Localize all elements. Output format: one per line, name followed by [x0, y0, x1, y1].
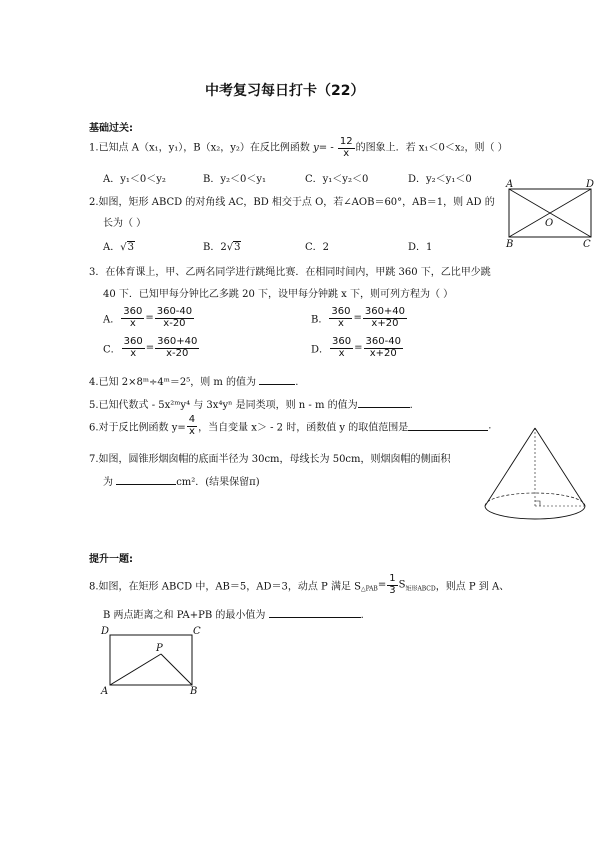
q3-c-frac-left: [122, 337, 145, 359]
q8-text-line2: B 两点距离之和 PA+PB 的最小值为: [103, 610, 266, 621]
q3-option-a: [103, 307, 195, 329]
denominator: x+20: [369, 347, 397, 359]
q8-numerator: 1: [389, 573, 396, 584]
numerator: 360-40: [365, 336, 401, 347]
q1-comma: ，: [183, 142, 194, 154]
q5-end: .: [409, 400, 413, 411]
right-angle-mark: [535, 501, 540, 506]
question-5: [89, 396, 413, 411]
equals: =: [145, 342, 155, 354]
q8-line1: [89, 574, 509, 596]
q1-eq: = -: [318, 142, 337, 154]
q1-y: y: [313, 142, 319, 154]
q7-cone-figure: [480, 420, 588, 530]
q8-answer-blank[interactable]: [269, 608, 361, 618]
q3-line1: 3．在体育课上，甲、乙两名同学进行跳绳比赛．在相同时间内，甲跳 360 下，乙比甲少跳: [89, 267, 491, 278]
numerator: 360-40: [156, 306, 193, 317]
denominator: x+20: [371, 317, 399, 329]
equals: =: [354, 342, 363, 354]
q3-option-a-label: A．: [103, 314, 121, 326]
denominator: x: [337, 317, 344, 329]
q3-option-c-label: C．: [103, 344, 121, 356]
numerator: 360+40: [364, 306, 406, 317]
q3-option-b: [311, 307, 408, 329]
q3-a-frac-right: [155, 307, 194, 329]
q3-option-d: [311, 337, 404, 359]
q4-answer-blank[interactable]: [259, 375, 295, 385]
q1-option-b: B．y₂＜0＜y₁: [203, 174, 267, 185]
q1-denominator: x: [343, 147, 350, 159]
cone-left-slant: [485, 428, 535, 506]
numerator: 360: [123, 306, 143, 317]
q3-b-frac-right: [363, 307, 407, 329]
q2-rectangle-figure: [500, 176, 595, 250]
q6-text-pre: 6.对于反比例函数 y=: [89, 422, 186, 434]
q7-text-post: cm²．(结果保留π): [176, 477, 260, 488]
segment-pb: [161, 654, 192, 685]
q2-option-a-radicand: 3: [127, 242, 134, 253]
q7-text-pre: 为: [103, 477, 113, 488]
q5-text: 5.已知代数式 - 5x²ᵐy⁴ 与 3x⁴yⁿ 是同类项，则 n - m 的值为: [89, 400, 358, 411]
q6-fraction: [187, 415, 197, 437]
q7-line2: [103, 473, 260, 488]
q2-option-a-label: A．: [103, 242, 121, 253]
cone-base-front: [485, 506, 585, 519]
q8-sub-triangle: △PAB: [360, 585, 378, 593]
q1-option-d: D．y₂＜y₁＜0: [408, 174, 472, 185]
q2-line2: 长为（ ）: [103, 218, 147, 229]
q2-option-b-label: B．2: [203, 242, 227, 253]
q8-text-pre: 8.如图，在矩形 ABCD 中，AB＝5，AD＝3，动点 P 满足 S: [89, 581, 361, 593]
label-b: B: [190, 686, 198, 697]
q1-text-tail: 的图象上．若 x₁＜0＜x₂，则（ ）: [355, 142, 508, 154]
q8-text-post: ，则点 P 到 A、: [435, 581, 510, 593]
cone-right-slant: [535, 428, 585, 506]
q6-text-post: ，当自变量 x＞ - 2 时，函数值 y 的取值范围是: [198, 422, 409, 434]
denominator: x: [130, 347, 137, 359]
q3-option-c: [103, 337, 200, 359]
q6-numerator: 4: [188, 414, 196, 425]
q2-option-c: C．2: [305, 242, 330, 253]
q8-end: .: [360, 610, 364, 621]
numerator: 360: [123, 336, 143, 347]
label-p: P: [156, 643, 163, 654]
q7-answer-blank[interactable]: [116, 475, 176, 485]
numerator: 360: [331, 306, 351, 317]
label-a: A: [101, 686, 109, 697]
q1-point-b: B（x₂，y₂）: [193, 142, 250, 154]
q5-answer-blank[interactable]: [358, 398, 410, 408]
label-d: D: [101, 626, 110, 637]
q6-answer-blank[interactable]: [408, 421, 488, 431]
denominator: x-20: [163, 317, 186, 329]
q3-b-frac-left: [329, 307, 352, 329]
question-1: [89, 137, 508, 159]
q3-line2: 40 下．已知甲每分钟比乙多跳 20 下，设甲每分钟跳 x 下，则可列方程为（ ）: [103, 289, 454, 300]
q3-option-d-label: D．: [311, 344, 330, 356]
question-4: [89, 373, 298, 388]
label-c: C: [193, 626, 201, 637]
q8-eq: =: [377, 579, 387, 591]
q2-option-a: A．√3: [103, 242, 134, 253]
equals: =: [353, 312, 362, 324]
q3-c-frac-right: [155, 337, 199, 359]
q8-rectangle-figure: [98, 622, 208, 697]
q2-option-b-radicand: 3: [234, 242, 241, 253]
question-6: [89, 415, 491, 437]
q3-d-frac-left: [330, 337, 353, 359]
q4-text: 4.已知 2×8ᵐ÷4ᵐ＝2⁵，则 m 的值为: [89, 377, 257, 388]
q8-s: S: [398, 579, 406, 591]
numerator: 360+40: [157, 336, 198, 347]
q7-line1: 7.如图，圆锥形烟囱帽的底面半径为 30cm，母线长为 50cm，则烟囱帽的侧面积: [89, 454, 451, 465]
q1-option-c: C．y₁＜y₂＜0: [305, 174, 369, 185]
q1-text-mid: 在反比例函数: [249, 142, 314, 154]
label-a: A: [506, 179, 514, 190]
denominator: x: [129, 317, 136, 329]
section-basic-heading: 基础过关:: [89, 123, 133, 134]
q1-text-pre: 1.已知点: [89, 142, 132, 154]
label-c: C: [583, 239, 591, 250]
q1-numerator: 12: [339, 136, 353, 147]
q2-option-b: B．2√3: [203, 242, 241, 253]
q2-option-d: D．1: [408, 242, 433, 253]
equals: =: [145, 312, 154, 324]
q3-a-frac-left: [121, 307, 144, 329]
page-title: 中考复习每日打卡（22）: [205, 83, 365, 99]
q2-line1: 2.如图，矩形 ABCD 的对角线 AC，BD 相交于点 O，若∠AOB＝60°，AB＝1，则 AD 的: [89, 197, 495, 208]
q3-d-frac-right: [364, 337, 403, 359]
segment-pa: [110, 654, 161, 685]
q8-fraction: [387, 574, 397, 596]
numerator: 360: [332, 336, 352, 347]
label-d: D: [586, 179, 595, 190]
q1-fraction: [338, 137, 355, 159]
q8-sub-rect: 矩形ABCD: [405, 585, 436, 593]
label-o: O: [545, 218, 554, 229]
q8-line2: [103, 606, 364, 621]
q6-end: .: [488, 420, 492, 432]
q8-denominator: 3: [389, 584, 396, 596]
q1-point-a: A（x₁，y₁）: [131, 142, 184, 154]
q1-option-a: A．y₁＜0＜y₂: [103, 174, 166, 185]
denominator: x-20: [166, 347, 189, 359]
q3-option-b-label: B．: [311, 314, 329, 326]
label-b: B: [506, 239, 514, 250]
section-improve-heading: 提升一题:: [89, 554, 133, 565]
q4-end: .: [295, 377, 299, 388]
q6-denominator: x: [188, 425, 195, 437]
denominator: x: [338, 347, 345, 359]
